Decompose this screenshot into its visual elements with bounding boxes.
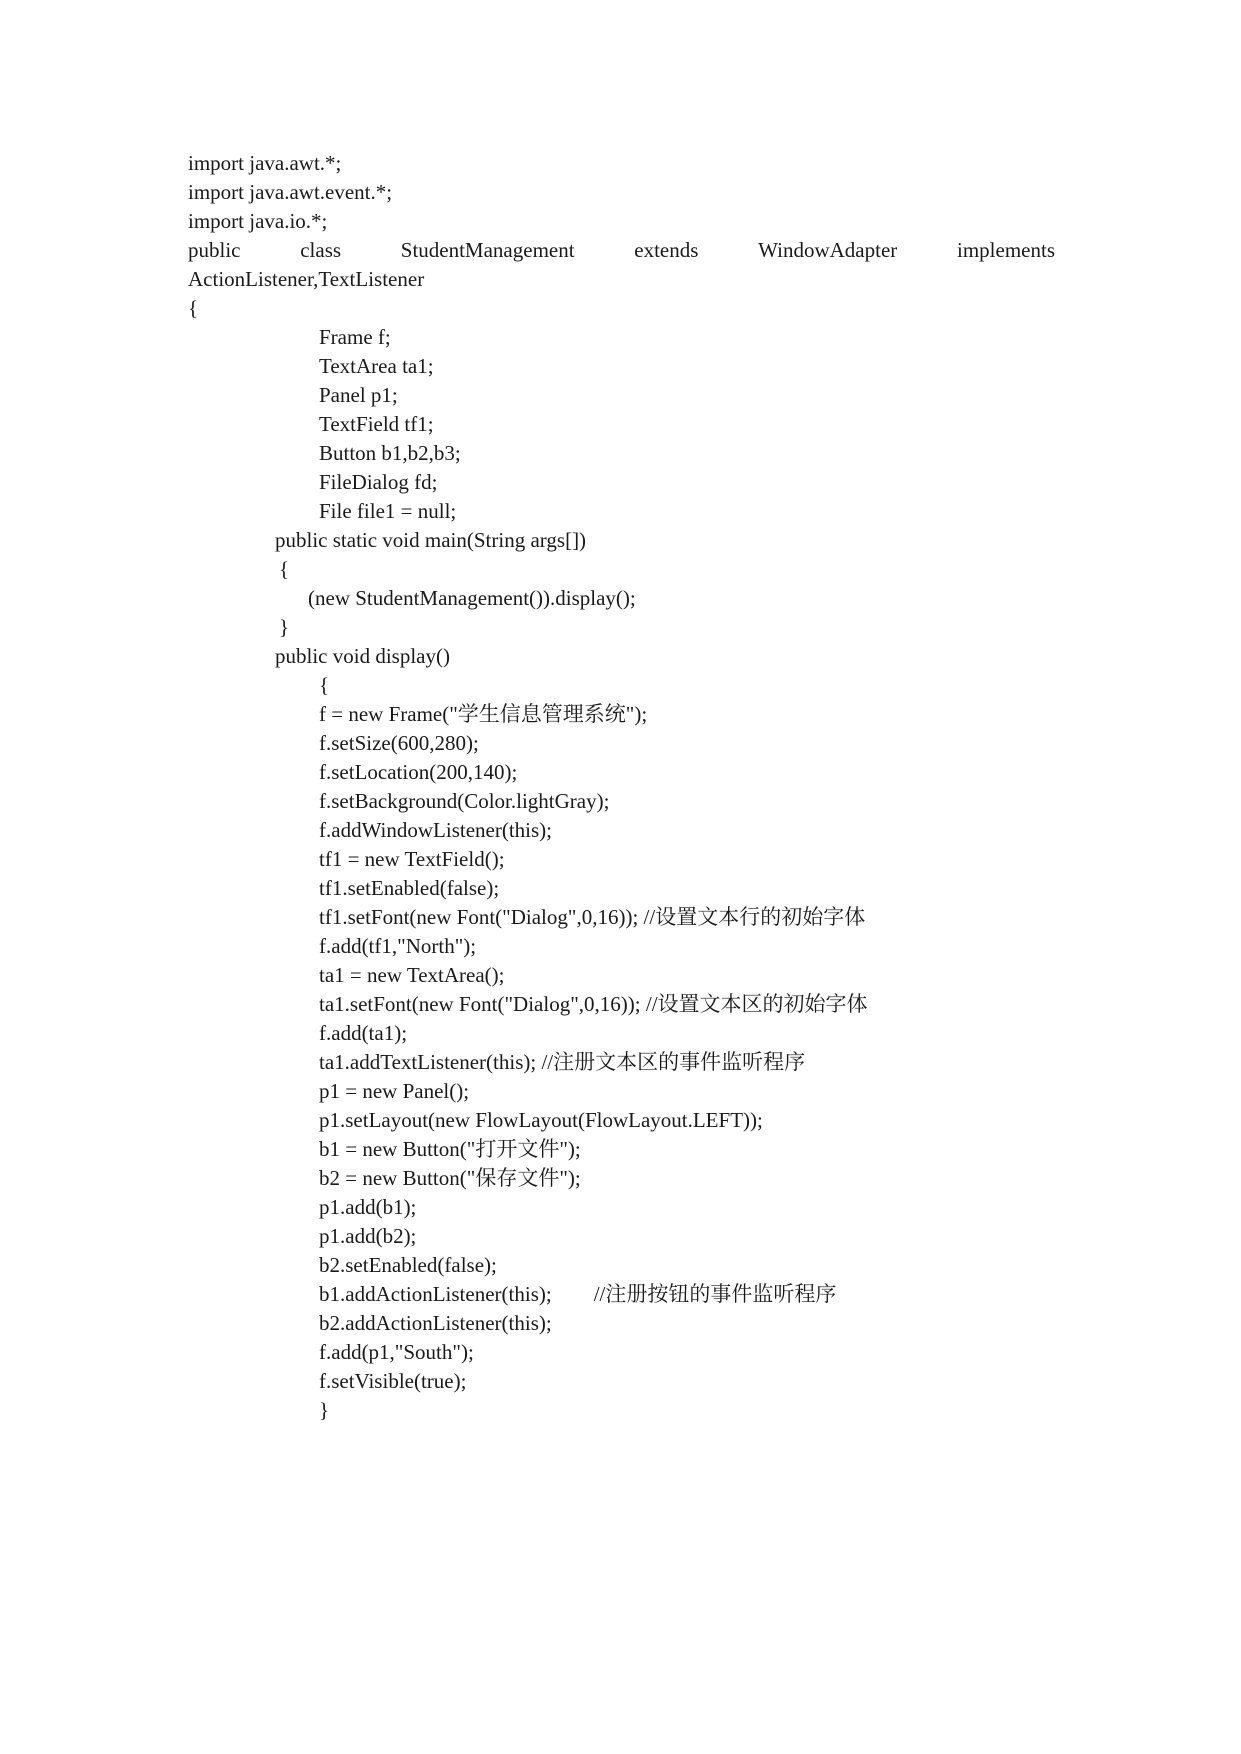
- code-line-statement: b2.setEnabled(false);: [319, 1253, 497, 1277]
- keyword-extends: extends: [634, 238, 699, 262]
- code-line-import-awt-event: import java.awt.event.*;: [188, 180, 393, 204]
- code-line-main-signature: public static void main(String args[]): [275, 528, 587, 552]
- code-line-statement: b2 = new Button("保存文件");: [319, 1166, 581, 1190]
- class-name: StudentManagement: [400, 238, 575, 262]
- code-line-statement: b1.addActionListener(this); //注册按钮的事件监听程序: [319, 1282, 837, 1306]
- code-line-statement: p1.add(b2);: [319, 1224, 417, 1248]
- code-line-statement: tf1.setEnabled(false);: [319, 876, 500, 900]
- code-line-field: Frame f;: [319, 325, 391, 349]
- code-line-statement: f.setBackground(Color.lightGray);: [319, 789, 610, 813]
- code-line-field: Panel p1;: [319, 383, 398, 407]
- code-line-statement: f = new Frame("学生信息管理系统");: [319, 702, 648, 726]
- code-line-import-awt: import java.awt.*;: [188, 151, 342, 175]
- code-line-statement: p1.setLayout(new FlowLayout(FlowLayout.LEFT));: [319, 1108, 763, 1132]
- code-line-statement: b2.addActionListener(this);: [319, 1311, 552, 1335]
- code-line-statement: ta1 = new TextArea();: [319, 963, 505, 987]
- code-line-statement: tf1 = new TextField();: [319, 847, 505, 871]
- superclass-name: WindowAdapter: [758, 238, 898, 262]
- code-line-statement: f.add(ta1);: [319, 1021, 408, 1045]
- keyword-class: class: [300, 238, 342, 262]
- code-line-class-declaration: [188, 237, 1055, 263]
- code-line-class-open-brace: {: [188, 296, 199, 320]
- keyword-implements: implements: [957, 238, 1055, 262]
- code-line-statement: p1 = new Panel();: [319, 1079, 470, 1103]
- keyword-public: public: [188, 238, 241, 262]
- code-line-statement: b1 = new Button("打开文件");: [319, 1137, 581, 1161]
- code-line-statement: f.addWindowListener(this);: [319, 818, 553, 842]
- code-line-display-close-brace: }: [319, 1398, 330, 1422]
- code-line-statement: f.setVisible(true);: [319, 1369, 467, 1393]
- code-line-field: TextField tf1;: [319, 412, 434, 436]
- code-line-main-open-brace: {: [279, 557, 290, 581]
- code-line-statement: p1.add(b1);: [319, 1195, 417, 1219]
- code-line-field: TextArea ta1;: [319, 354, 434, 378]
- code-line-display-signature: public void display(): [275, 644, 450, 668]
- code-line-field: File file1 = null;: [319, 499, 457, 523]
- code-line-class-interfaces: ActionListener,TextListener: [188, 267, 425, 291]
- code-line-main-body: (new StudentManagement()).display();: [308, 586, 636, 610]
- code-line-main-close-brace: }: [279, 615, 290, 639]
- code-line-statement: ta1.setFont(new Font("Dialog",0,16)); //设置文本区的初始字体: [319, 992, 868, 1016]
- code-line-statement: f.add(tf1,"North");: [319, 934, 477, 958]
- code-line-statement: f.setLocation(200,140);: [319, 760, 518, 784]
- code-line-statement: f.add(p1,"South");: [319, 1340, 474, 1364]
- code-line-import-io: import java.io.*;: [188, 209, 328, 233]
- code-line-field: Button b1,b2,b3;: [319, 441, 461, 465]
- code-line-statement: ta1.addTextListener(this); //注册文本区的事件监听程序: [319, 1050, 806, 1074]
- code-line-field: FileDialog fd;: [319, 470, 438, 494]
- code-line-statement: tf1.setFont(new Font("Dialog",0,16)); //设置文本行的初始字体: [319, 905, 866, 929]
- code-line-statement: f.setSize(600,280);: [319, 731, 479, 755]
- code-line-display-open-brace: {: [319, 673, 330, 697]
